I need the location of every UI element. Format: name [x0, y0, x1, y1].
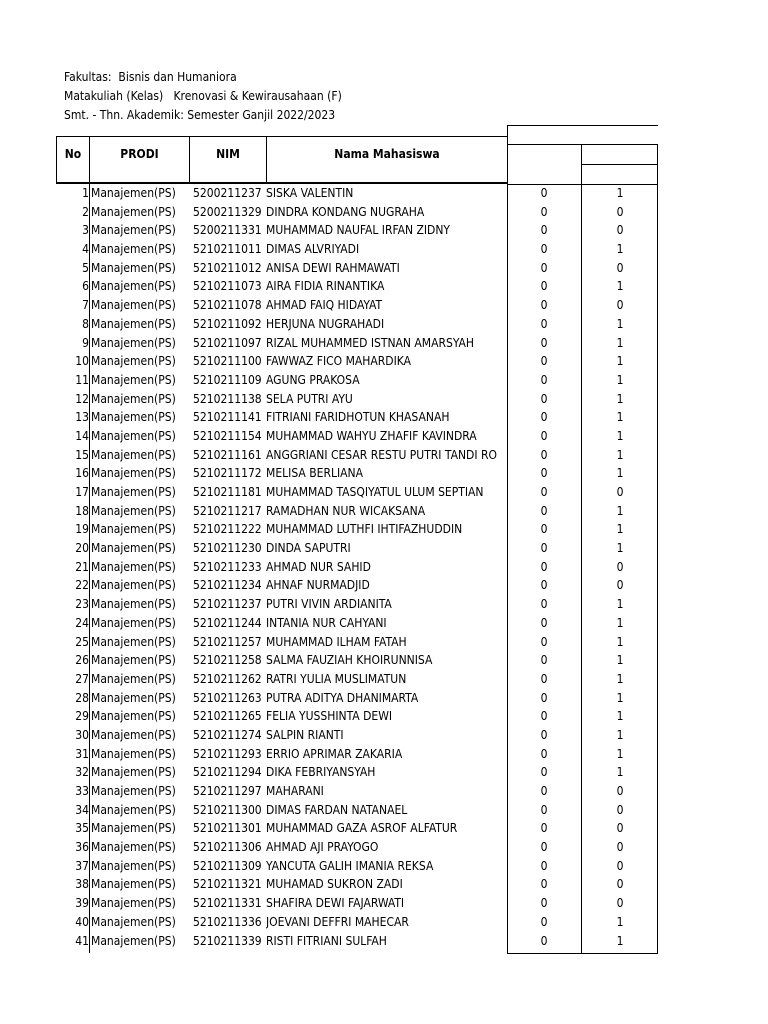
value-cell-1: 0	[540, 914, 548, 929]
prodi-cell: Manajemen(PS)	[91, 671, 176, 686]
value-cell-2: 1	[616, 335, 624, 350]
prodi-cell: Manajemen(PS)	[91, 279, 176, 294]
nim-cell: 5210211181	[193, 485, 262, 499]
value-cell-2: 1	[616, 671, 624, 686]
nim-cell: 5210211331	[193, 896, 262, 911]
student-name-cell: SHAFIRA DEWI FAJARWATI	[266, 896, 405, 911]
table-row	[0, 558, 768, 577]
nim-cell: 5210211321	[193, 877, 262, 892]
row-number: 40	[75, 914, 89, 929]
student-name-cell: SALPIN RIANTI	[266, 727, 344, 742]
prodi-cell: Manajemen(PS)	[91, 223, 176, 238]
table-row	[0, 857, 768, 876]
table-row	[0, 894, 768, 913]
table-row	[0, 763, 768, 782]
prodi-cell: Manajemen(PS)	[91, 896, 176, 911]
table-row	[0, 801, 768, 820]
student-table-body	[0, 184, 768, 950]
value-cell-1: 0	[540, 316, 548, 331]
row-number: 20	[75, 541, 89, 556]
row-number: 23	[75, 597, 89, 612]
student-name-cell: PUTRI VIVIN ARDIANITA	[266, 597, 392, 612]
nim-cell: 5210211237	[193, 597, 262, 612]
student-name-cell: MUHAMMAD NAUFAL IRFAN ZIDNY	[266, 223, 451, 238]
nim-cell: 5200211331	[193, 223, 262, 238]
value-cell-2: 0	[616, 485, 624, 499]
student-name-cell: RAMADHAN NUR WICAKSANA	[266, 503, 426, 518]
student-name-cell: DIMAS FARDAN NATANAEL	[266, 802, 408, 817]
student-name-cell: ANISA DEWI RAHMAWATI	[266, 260, 400, 275]
prodi-cell: Manajemen(PS)	[91, 765, 176, 780]
table-row	[0, 838, 768, 857]
nim-cell: 5210211217	[193, 503, 262, 518]
prodi-cell: Manajemen(PS)	[91, 802, 176, 817]
row-number: 6	[82, 279, 89, 294]
value-cell-2: 1	[616, 503, 624, 518]
value-cell-1: 0	[540, 877, 548, 892]
row-number: 31	[75, 746, 89, 761]
nim-cell: 5210211011	[193, 242, 262, 257]
value-cell-1: 0	[540, 242, 548, 257]
prodi-cell: Manajemen(PS)	[91, 634, 176, 649]
student-name-cell: AHMAD AJI PRAYOGO	[266, 840, 379, 855]
student-name-cell: MUHAMMAD TASQIYATUL ULUM SEPTIAN	[266, 485, 484, 499]
table-row	[0, 240, 768, 259]
value-cell-2: 0	[616, 858, 624, 873]
prodi-cell: Manajemen(PS)	[91, 840, 176, 855]
nim-cell: 5210211233	[193, 559, 262, 574]
row-number: 7	[82, 298, 89, 313]
value-cell-1: 0	[540, 522, 548, 537]
value-cell-1: 0	[540, 372, 548, 387]
table-row	[0, 539, 768, 558]
student-name-cell: AGUNG PRAKOSA	[266, 372, 360, 387]
row-number: 39	[75, 896, 89, 911]
value-cell-2: 0	[616, 784, 624, 798]
value-cell-2: 1	[616, 410, 624, 425]
value-cell-1: 0	[540, 298, 548, 313]
nim-cell: 5210211230	[193, 541, 262, 556]
table-row	[0, 726, 768, 745]
value-cell-2: 1	[616, 933, 624, 948]
prodi-cell: Manajemen(PS)	[91, 746, 176, 761]
value-cell-2: 1	[616, 316, 624, 331]
value-cell-1: 0	[540, 204, 548, 219]
prodi-cell: Manajemen(PS)	[91, 503, 176, 518]
nim-cell: 5210211234	[193, 578, 262, 593]
prodi-cell: Manajemen(PS)	[91, 615, 176, 630]
nim-cell: 5210211172	[193, 466, 262, 481]
prodi-cell: Manajemen(PS)	[91, 242, 176, 257]
prodi-cell: Manajemen(PS)	[91, 354, 176, 369]
value-cell-1: 0	[540, 821, 548, 836]
nim-cell: 5210211244	[193, 615, 262, 630]
value-cell-2: 1	[616, 391, 624, 406]
value-cell-1: 0	[540, 391, 548, 406]
value-cell-1: 0	[540, 858, 548, 873]
value-cell-1: 0	[540, 727, 548, 742]
table-row	[0, 483, 768, 502]
row-number: 28	[75, 690, 89, 705]
student-name-cell: MUHAMMAD ILHAM FATAH	[266, 634, 407, 649]
prodi-cell: Manajemen(PS)	[91, 578, 176, 593]
value-cell-2: 0	[616, 223, 624, 238]
student-name-cell: MUHAMMAD WAHYU ZHAFIF KAVINDRA	[266, 428, 477, 443]
student-name-cell: SISKA VALENTIN	[266, 186, 354, 200]
course-line: Matakuliah (Kelas) Krenovasi & Kewirausahaan (F)	[64, 89, 342, 103]
prodi-cell: Manajemen(PS)	[91, 522, 176, 537]
value-cell-2: 1	[616, 242, 624, 257]
table-row	[0, 707, 768, 726]
prodi-cell: Manajemen(PS)	[91, 391, 176, 406]
prodi-cell: Manajemen(PS)	[91, 653, 176, 668]
nim-cell: 5210211100	[193, 354, 262, 369]
value-cell-1: 0	[540, 765, 548, 780]
student-name-cell: MELISA BERLIANA	[266, 466, 363, 481]
nim-cell: 5210211258	[193, 653, 262, 668]
nim-cell: 5210211138	[193, 391, 262, 406]
nim-cell: 5210211336	[193, 914, 262, 929]
value-cell-2: 1	[616, 765, 624, 780]
student-name-cell: RIZAL MUHAMMED ISTNAN AMARSYAH	[266, 335, 475, 350]
row-number: 18	[75, 503, 89, 518]
student-name-cell: FAWWAZ FICO MAHARDIKA	[266, 354, 412, 369]
student-name-cell: DINDRA KONDANG NUGRAHA	[266, 204, 425, 219]
table-row	[0, 875, 768, 894]
value-cell-2: 1	[616, 466, 624, 481]
nim-cell: 5210211293	[193, 746, 262, 761]
nim-cell: 5210211339	[193, 933, 262, 948]
table-row	[0, 689, 768, 708]
nim-cell: 5210211222	[193, 522, 262, 537]
value-cell-2: 0	[616, 260, 624, 275]
prodi-cell: Manajemen(PS)	[91, 877, 176, 892]
prodi-cell: Manajemen(PS)	[91, 335, 176, 350]
nim-cell: 5210211141	[193, 410, 262, 425]
student-name-cell: RATRI YULIA MUSLIMATUN	[266, 671, 407, 686]
value-cell-1: 0	[540, 428, 548, 443]
value-cell-2: 0	[616, 204, 624, 219]
value-cell-2: 1	[616, 653, 624, 668]
column-header-no: No	[64, 147, 82, 161]
table-row	[0, 277, 768, 296]
table-row	[0, 334, 768, 353]
row-number: 12	[75, 391, 89, 406]
row-number: 15	[75, 447, 89, 462]
row-number: 38	[75, 877, 89, 892]
row-number: 24	[75, 615, 89, 630]
value-cell-1: 0	[540, 186, 548, 200]
row-number: 8	[82, 316, 89, 331]
nim-cell: 5210211265	[193, 709, 262, 724]
nim-cell: 5210211309	[193, 858, 262, 873]
table-row	[0, 184, 768, 203]
prodi-cell: Manajemen(PS)	[91, 784, 176, 798]
row-number: 5	[82, 260, 89, 275]
prodi-cell: Manajemen(PS)	[91, 298, 176, 313]
row-number: 2	[82, 204, 89, 219]
student-name-cell: ERRIO APRIMAR ZAKARIA	[266, 746, 403, 761]
value-cell-2: 1	[616, 186, 624, 200]
student-name-cell: MUHAMMAD LUTHFI IHTIFAZHUDDIN	[266, 522, 463, 537]
value-cell-1: 0	[540, 709, 548, 724]
value-cell-1: 0	[540, 597, 548, 612]
value-cell-2: 1	[616, 354, 624, 369]
value-cell-1: 0	[540, 671, 548, 686]
table-row	[0, 259, 768, 278]
nim-cell: 5200211237	[193, 186, 262, 200]
value-cell-2: 1	[616, 447, 624, 462]
table-row	[0, 614, 768, 633]
prodi-cell: Manajemen(PS)	[91, 914, 176, 929]
student-name-cell: INTANIA NUR CAHYANI	[266, 615, 387, 630]
prodi-cell: Manajemen(PS)	[91, 316, 176, 331]
student-name-cell: AHMAD FAIQ HIDAYAT	[266, 298, 383, 313]
column-header-nim: NIM	[216, 147, 240, 161]
row-number: 33	[75, 784, 89, 798]
row-number: 21	[75, 559, 89, 574]
student-name-cell: AHMAD NUR SAHID	[266, 559, 371, 574]
table-row	[0, 932, 768, 951]
value-cell-1: 0	[540, 559, 548, 574]
value-cell-2: 1	[616, 727, 624, 742]
prodi-cell: Manajemen(PS)	[91, 821, 176, 836]
prodi-cell: Manajemen(PS)	[91, 260, 176, 275]
nim-cell: 5210211262	[193, 671, 262, 686]
value-cell-1: 0	[540, 615, 548, 630]
value-cell-1: 0	[540, 784, 548, 798]
value-cell-1: 0	[540, 653, 548, 668]
row-number: 19	[75, 522, 89, 537]
prodi-cell: Manajemen(PS)	[91, 204, 176, 219]
student-name-cell: AIRA FIDIA RINANTIKA	[266, 279, 385, 294]
row-number: 29	[75, 709, 89, 724]
value-cell-1: 0	[540, 840, 548, 855]
table-row	[0, 502, 768, 521]
prodi-cell: Manajemen(PS)	[91, 597, 176, 612]
value-cell-2: 0	[616, 298, 624, 313]
nim-cell: 5210211012	[193, 260, 262, 275]
table-row	[0, 745, 768, 764]
value-cell-2: 1	[616, 634, 624, 649]
value-cell-1: 0	[540, 354, 548, 369]
value-cell-1: 0	[540, 690, 548, 705]
prodi-cell: Manajemen(PS)	[91, 372, 176, 387]
table-row	[0, 464, 768, 483]
nim-cell: 5210211301	[193, 821, 262, 836]
student-name-cell: FELIA YUSSHINTA DEWI	[266, 709, 393, 724]
table-row	[0, 651, 768, 670]
row-number: 14	[75, 428, 89, 443]
value-cell-2: 1	[616, 541, 624, 556]
nim-cell: 5210211154	[193, 428, 262, 443]
table-row	[0, 203, 768, 222]
value-cell-1: 0	[540, 746, 548, 761]
nim-cell: 5210211078	[193, 298, 262, 313]
row-number: 9	[82, 335, 89, 350]
student-name-cell: SALMA FAUZIAH KHOIRUNNISA	[266, 653, 433, 668]
prodi-cell: Manajemen(PS)	[91, 466, 176, 481]
row-number: 3	[82, 223, 89, 238]
value-cell-2: 0	[616, 559, 624, 574]
row-number: 30	[75, 727, 89, 742]
value-cell-1: 0	[540, 485, 548, 499]
prodi-cell: Manajemen(PS)	[91, 541, 176, 556]
value-cell-2: 1	[616, 597, 624, 612]
table-row	[0, 390, 768, 409]
row-number: 36	[75, 840, 89, 855]
table-row	[0, 427, 768, 446]
nim-cell: 5210211161	[193, 447, 262, 462]
prodi-cell: Manajemen(PS)	[91, 428, 176, 443]
value-cell-1: 0	[540, 447, 548, 462]
table-row	[0, 520, 768, 539]
value-cell-2: 1	[616, 709, 624, 724]
value-cell-2: 0	[616, 877, 624, 892]
value-cell-2: 1	[616, 690, 624, 705]
nim-cell: 5210211109	[193, 372, 262, 387]
column-header-prodi: PRODI	[120, 147, 159, 161]
prodi-cell: Manajemen(PS)	[91, 447, 176, 462]
value-cell-1: 0	[540, 410, 548, 425]
student-name-cell: ANGGRIANI CESAR RESTU PUTRI TANDI RO	[266, 447, 497, 462]
student-name-cell: AHNAF NURMADJID	[266, 578, 370, 593]
semester-line: Smt. - Thn. Akademik: Semester Ganjil 2022/2023	[64, 108, 336, 122]
row-number: 1	[82, 186, 89, 200]
student-name-cell: MUHAMMAD GAZA ASROF ALFATUR	[266, 821, 458, 836]
student-name-cell: MUHAMAD SUKRON ZADI	[266, 877, 403, 892]
student-name-cell: JOEVANI DEFFRI MAHECAR	[266, 914, 409, 929]
prodi-cell: Manajemen(PS)	[91, 186, 176, 200]
column-header-name: Nama Mahasiswa	[334, 147, 440, 161]
student-name-cell: RISTI FITRIANI SULFAH	[266, 933, 387, 948]
table-row	[0, 352, 768, 371]
student-name-cell: DIMAS ALVRIYADI	[266, 242, 360, 257]
value-cell-2: 1	[616, 372, 624, 387]
row-number: 35	[75, 821, 89, 836]
table-row	[0, 670, 768, 689]
value-cell-2: 1	[616, 428, 624, 443]
row-number: 4	[82, 242, 89, 257]
student-name-cell: PUTRA ADITYA DHANIMARTA	[266, 690, 419, 705]
student-name-cell: SELA PUTRI AYU	[266, 391, 353, 406]
row-number: 16	[75, 466, 89, 481]
value-cell-2: 0	[616, 840, 624, 855]
student-name-cell: DINDA SAPUTRI	[266, 541, 351, 556]
table-row	[0, 408, 768, 427]
value-cell-1: 0	[540, 578, 548, 593]
table-row	[0, 633, 768, 652]
value-cell-2: 1	[616, 746, 624, 761]
student-name-cell: MAHARANI	[266, 784, 324, 798]
value-cell-1: 0	[540, 896, 548, 911]
prodi-cell: Manajemen(PS)	[91, 709, 176, 724]
nim-cell: 5210211263	[193, 690, 262, 705]
table-row	[0, 782, 768, 801]
value-cell-1: 0	[540, 933, 548, 948]
table-row	[0, 296, 768, 315]
prodi-cell: Manajemen(PS)	[91, 858, 176, 873]
value-cell-1: 0	[540, 466, 548, 481]
row-number: 10	[75, 354, 89, 369]
row-number: 37	[75, 858, 89, 873]
value-cell-2: 1	[616, 522, 624, 537]
value-cell-2: 1	[616, 615, 624, 630]
table-row	[0, 371, 768, 390]
value-cell-2: 0	[616, 896, 624, 911]
row-number: 25	[75, 634, 89, 649]
value-cell-2: 1	[616, 914, 624, 929]
nim-cell: 5210211092	[193, 316, 262, 331]
value-cell-2: 0	[616, 802, 624, 817]
row-number: 34	[75, 802, 89, 817]
nim-cell: 5210211297	[193, 784, 262, 798]
nim-cell: 5200211329	[193, 204, 262, 219]
prodi-cell: Manajemen(PS)	[91, 559, 176, 574]
value-cell-1: 0	[540, 541, 548, 556]
nim-cell: 5210211294	[193, 765, 262, 780]
faculty-line: Fakultas: Bisnis dan Humaniora	[64, 70, 237, 84]
value-cell-1: 0	[540, 503, 548, 518]
value-cell-1: 0	[540, 279, 548, 294]
value-cell-2: 0	[616, 578, 624, 593]
nim-cell: 5210211257	[193, 634, 262, 649]
table-row	[0, 819, 768, 838]
value-cell-1: 0	[540, 634, 548, 649]
prodi-cell: Manajemen(PS)	[91, 410, 176, 425]
value-cell-2: 1	[616, 279, 624, 294]
table-row	[0, 221, 768, 240]
prodi-cell: Manajemen(PS)	[91, 933, 176, 948]
value-cell-1: 0	[540, 260, 548, 275]
value-cell-2: 0	[616, 821, 624, 836]
row-number: 41	[75, 933, 89, 948]
value-cell-1: 0	[540, 802, 548, 817]
prodi-cell: Manajemen(PS)	[91, 485, 176, 499]
prodi-cell: Manajemen(PS)	[91, 727, 176, 742]
nim-cell: 5210211073	[193, 279, 262, 294]
row-number: 17	[75, 485, 89, 499]
table-row	[0, 446, 768, 465]
value-cell-1: 0	[540, 223, 548, 238]
nim-cell: 5210211274	[193, 727, 262, 742]
row-number: 27	[75, 671, 89, 686]
prodi-cell: Manajemen(PS)	[91, 690, 176, 705]
nim-cell: 5210211300	[193, 802, 262, 817]
row-number: 11	[75, 372, 89, 387]
table-row	[0, 595, 768, 614]
row-number: 13	[75, 410, 89, 425]
row-number: 26	[75, 653, 89, 668]
student-name-cell: HERJUNA NUGRAHADI	[266, 316, 385, 331]
nim-cell: 5210211306	[193, 840, 262, 855]
table-row	[0, 576, 768, 595]
student-name-cell: FITRIANI FARIDHOTUN KHASANAH	[266, 410, 450, 425]
table-row	[0, 315, 768, 334]
student-name-cell: YANCUTA GALIH IMANIA REKSA	[266, 858, 434, 873]
value-cell-1: 0	[540, 335, 548, 350]
row-number: 32	[75, 765, 89, 780]
row-number: 22	[75, 578, 89, 593]
nim-cell: 5210211097	[193, 335, 262, 350]
student-name-cell: DIKA FEBRIYANSYAH	[266, 765, 376, 780]
table-row	[0, 913, 768, 932]
